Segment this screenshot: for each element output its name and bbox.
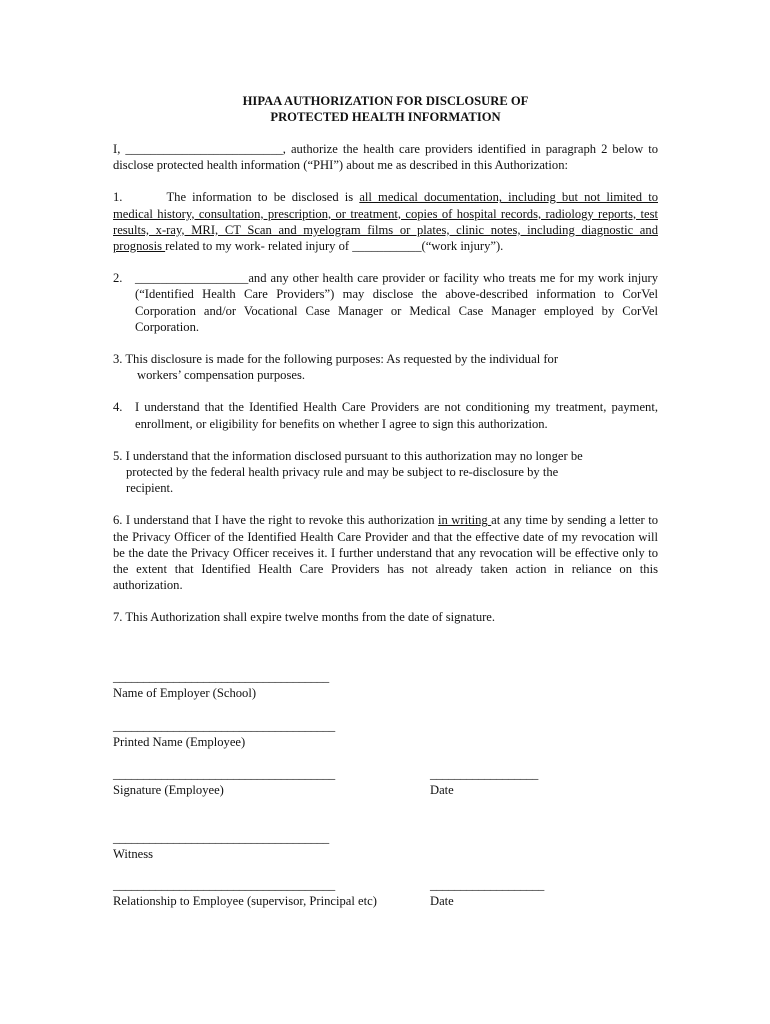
item-6-tail: at any time by sending a letter to the Privacy Officer of the Identified Health Care Provider and that the effective date of my revocation will be the date the Privacy Officer receives it. I further understand that any revocation will be effective only to the extent that Identified Health Care Providers has not already taken action in reliance on this authorization. bbox=[113, 513, 658, 593]
date-line-2[interactable]: ___________________ bbox=[430, 878, 544, 892]
date-line-1[interactable]: __________________ bbox=[430, 767, 538, 781]
date-block-1 bbox=[430, 766, 538, 798]
item-2 bbox=[113, 270, 658, 335]
item-4 bbox=[113, 399, 658, 431]
date-label-2: Date bbox=[430, 894, 454, 908]
item-5 bbox=[113, 448, 658, 497]
relationship-block bbox=[113, 877, 658, 909]
relationship-line[interactable]: _____________________________________ bbox=[113, 878, 335, 892]
item-2-text: __________________and any other health care provider or facility who treats me for my work injury (“Identified Health Care Providers”) may disclose the above-described information to CorVel Corporation and/or Vocational Case Manager or Medical Case Manager employed by CorVel Corporation. bbox=[135, 271, 658, 334]
title-line-1: HIPAA AUTHORIZATION FOR DISCLOSURE OF bbox=[242, 94, 529, 108]
printed-name-line[interactable]: _____________________________________ bbox=[113, 719, 335, 733]
employee-signature-label: Signature (Employee) bbox=[113, 783, 224, 797]
item-1 bbox=[113, 189, 658, 254]
authorization-form bbox=[113, 94, 658, 626]
item-3-line-2: workers’ compensation purposes. bbox=[137, 368, 305, 383]
relationship-label: Relationship to Employee (supervisor, Principal etc) bbox=[113, 894, 377, 908]
employer-signature-line[interactable]: ____________________________________ bbox=[113, 670, 329, 684]
date-label-1: Date bbox=[430, 783, 454, 797]
employee-signature-block bbox=[113, 766, 658, 798]
item-4-number: 4. bbox=[113, 400, 123, 415]
date-block-2 bbox=[430, 877, 544, 909]
item-6 bbox=[113, 512, 658, 593]
item-1-lead: The information to be disclosed is bbox=[166, 190, 360, 205]
witness-label: Witness bbox=[113, 847, 154, 861]
item-5-line-2: protected by the federal health privacy rule and may be subject to re-disclosure by the bbox=[126, 465, 559, 480]
item-1-number: 1. bbox=[113, 190, 123, 205]
printed-name-block bbox=[113, 718, 658, 750]
witness-block bbox=[113, 830, 658, 862]
title-line-2: PROTECTED HEALTH INFORMATION bbox=[270, 109, 501, 124]
item-2-number: 2. bbox=[113, 271, 123, 286]
item-3-line-1: 3. This disclosure is made for the following purposes: As requested by the individual for bbox=[113, 352, 559, 367]
item-4-text: I understand that the Identified Health Care Providers are not conditioning my treatment, payment, enrollment, or eligibility for benefits on whether I agree to sign this authorization. bbox=[135, 400, 658, 431]
intro-paragraph: I, _________________________, authorize the health care providers identified in paragraph 2 below to disclose protected health information (“PHI”) about me as described in this Authorization: bbox=[113, 142, 658, 173]
employer-label: Name of Employer (School) bbox=[113, 686, 257, 700]
employee-signature-line[interactable]: _____________________________________ bbox=[113, 767, 335, 781]
item-1-underlined: all medical documentation, including but not limited to medical history, consultation, prescription, or treatment, copies of hospital records, radiology reports, test results, x-ray, MRI, CT Scan and myelogram films or plates, clinic notes, including diagnostic and prognosis bbox=[113, 190, 658, 254]
item-7: 7. This Authorization shall expire twelve months from the date of signature. bbox=[113, 610, 496, 625]
document-title bbox=[113, 94, 658, 125]
employer-block bbox=[113, 669, 658, 701]
printed-name-label: Printed Name (Employee) bbox=[113, 735, 246, 749]
witness-line[interactable]: ____________________________________ bbox=[113, 831, 329, 845]
item-6-underlined: in writing bbox=[438, 513, 492, 528]
item-5-line-3: recipient. bbox=[126, 481, 174, 496]
item-5-line-1: 5. I understand that the information disclosed pursuant to this authorization may no longer be bbox=[113, 448, 583, 463]
item-1-tail: related to my work- related injury of ___________(“work injury”). bbox=[165, 239, 504, 254]
item-6-lead: 6. I understand that I have the right to revoke this authorization bbox=[113, 513, 439, 528]
item-3 bbox=[113, 351, 658, 383]
